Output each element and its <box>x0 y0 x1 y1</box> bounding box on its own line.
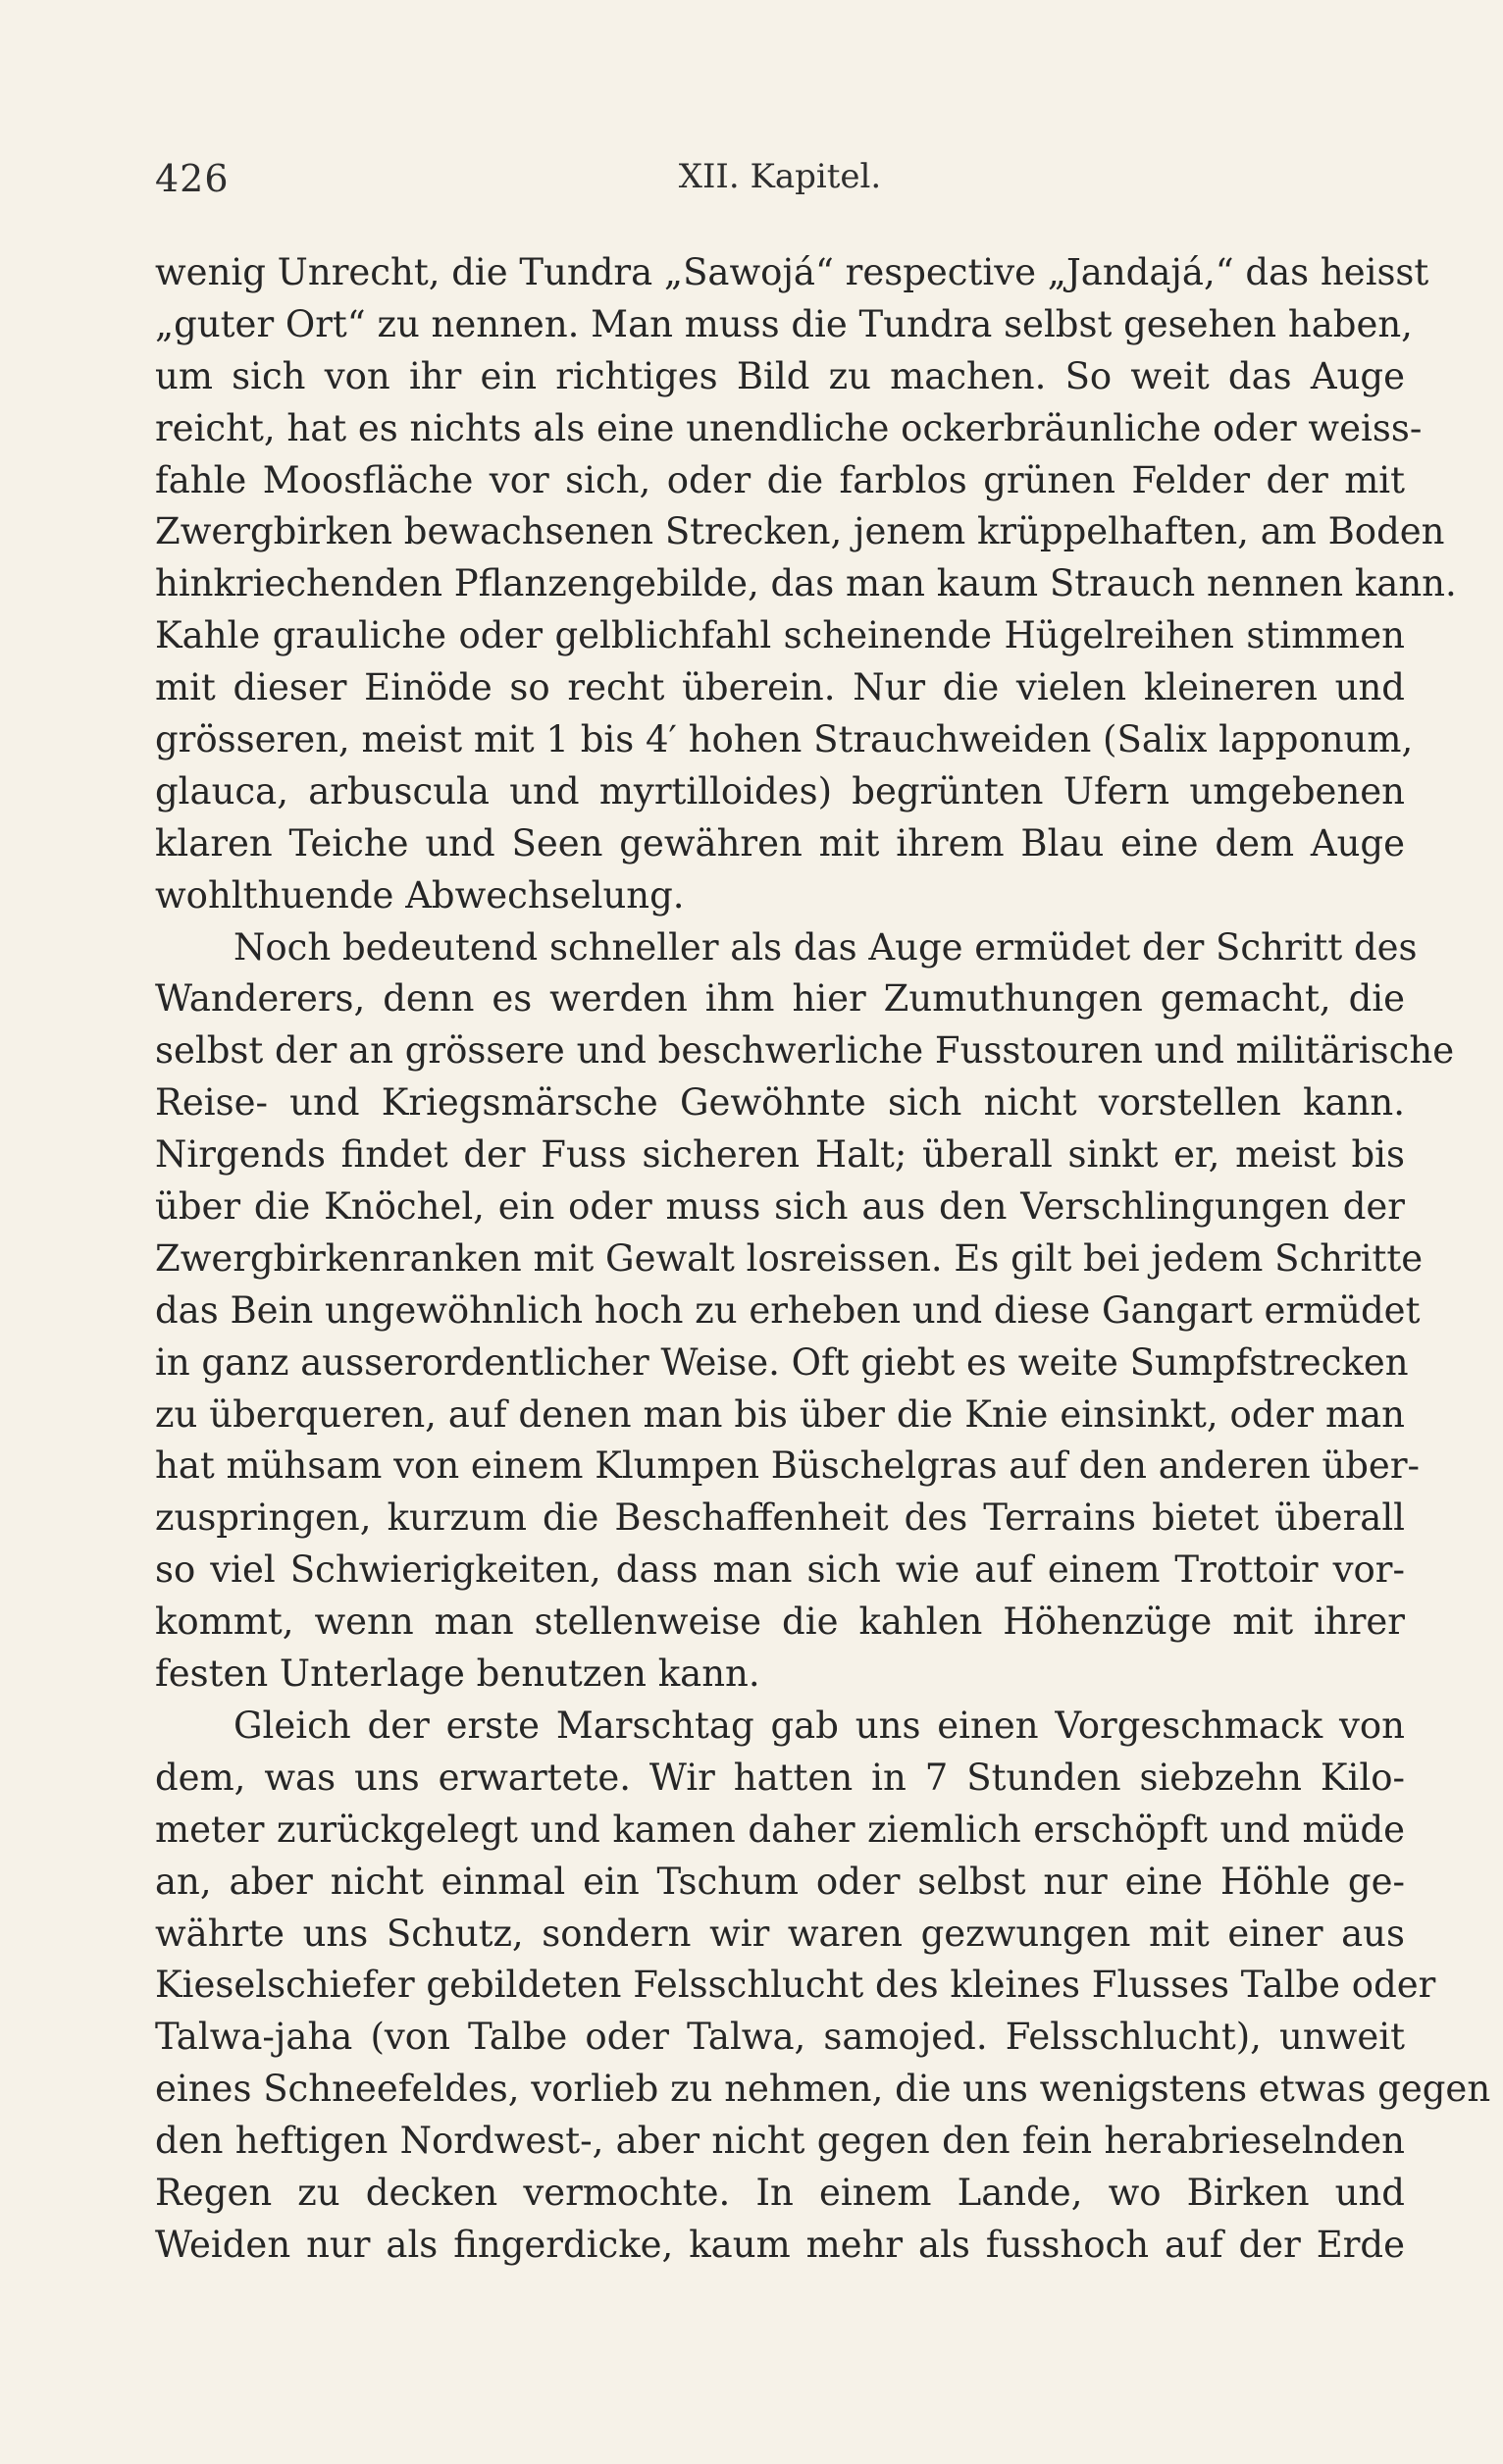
body-text <box>155 247 1491 2272</box>
text-line: Kahle grauliche oder gelblichfahl scheinende Hügelreihen stimmen <box>155 614 1405 657</box>
text-line: in ganz ausserordentlicher Weise. Oft giebt es weite Sumpfstrecken <box>155 1340 1409 1384</box>
text-line: festen Unterlage benutzen kann. <box>155 1652 760 1696</box>
text-line: zuspringen, kurzum die Beschaffenheit des Terrains bietet überall <box>155 1496 1405 1540</box>
text-line: um sich von ihr ein richtiges Bild zu machen. So weit das Auge <box>155 354 1405 397</box>
text-line: glauca, arbuscula und myrtilloides) begrünten Ufern umgebenen <box>155 769 1405 813</box>
text-line: wenig Unrecht, die Tundra „Sawojá“ respective „Jandajá,“ das heisst <box>155 251 1429 293</box>
text-line: über die Knöchel, ein oder muss sich aus den Verschlingungen der <box>155 1185 1405 1229</box>
text-line: Zwergbirken bewachsenen Strecken, jenem krüppelhaften, am Boden <box>155 510 1445 553</box>
text-line: reicht, hat es nichts als eine unendliche ockerbräunliche oder weiss- <box>155 406 1423 449</box>
text-line: Talwa-jaha (von Talbe oder Talwa, samojed. Felsschlucht), unweit <box>155 2016 1405 2059</box>
text-line: Noch bedeutend schneller als das Auge ermüdet der Schritt des <box>233 925 1418 969</box>
text-line: Regen zu decken vermochte. In einem Lande, wo Birken und <box>155 2171 1405 2214</box>
text-line: so viel Schwierigkeiten, dass man sich wie auf einem Trottoir vor- <box>155 1548 1405 1592</box>
text-line: Zwergbirkenranken mit Gewalt losreissen. Es gilt bei jedem Schritte <box>155 1236 1424 1280</box>
text-line: Wanderers, denn es werden ihm hier Zumuthungen gemacht, die <box>155 977 1405 1021</box>
text-line: fahle Moosfläche vor sich, oder die farblos grünen Felder der mit <box>155 458 1405 501</box>
page-number: 426 <box>155 157 230 200</box>
text-line: grösseren, meist mit 1 bis 4′ hohen Strauchweiden (Salix lapponum, <box>155 718 1414 761</box>
running-head: XII. Kapitel. <box>678 157 882 196</box>
text-line: Nirgends findet der Fuss sicheren Halt; überall sinkt er, meist bis <box>155 1133 1405 1177</box>
text-line: dem, was uns erwartete. Wir hatten in 7 Stunden siebzehn Kilo- <box>155 1756 1405 1799</box>
text-line: den heftigen Nordwest-, aber nicht gegen den fein herabrieselnden <box>155 2120 1405 2163</box>
text-line: wohlthuende Abwechselung. <box>155 873 685 917</box>
text-line: Gleich der erste Marschtag gab uns einen Vorgeschmack von <box>233 1704 1405 1747</box>
text-line: „guter Ort“ zu nennen. Man muss die Tundra selbst gesehen haben, <box>155 302 1413 345</box>
text-line: zu überqueren, auf denen man bis über die Knie einsinkt, oder man <box>155 1392 1405 1436</box>
text-line: Weiden nur als fingerdicke, kaum mehr als fusshoch auf der Erde <box>155 2223 1405 2266</box>
page-header <box>155 157 1405 216</box>
text-line: an, aber nicht einmal ein Tschum oder selbst nur eine Höhle ge- <box>155 1860 1405 1903</box>
text-line: Reise- und Kriegsmärsche Gewöhnte sich nicht vorstellen kann. <box>155 1081 1405 1125</box>
text-line: mit dieser Einöde so recht überein. Nur die vielen kleineren und <box>155 666 1405 709</box>
text-line: Kieselschiefer gebildeten Felsschlucht des kleines Flusses Talbe oder <box>155 1964 1436 2007</box>
text-line: kommt, wenn man stellenweise die kahlen Höhenzüge mit ihrer <box>155 1600 1405 1644</box>
text-line: währte uns Schutz, sondern wir waren gezwungen mit einer aus <box>155 1912 1405 1955</box>
text-line: selbst der an grössere und beschwerliche Fusstouren und militärische <box>155 1029 1455 1073</box>
text-line: hinkriechenden Pflanzengebilde, das man kaum Strauch nennen kann. <box>155 562 1457 605</box>
text-line: meter zurückgelegt und kamen daher ziemlich erschöpft und müde <box>155 1808 1405 1851</box>
text-line: eines Schneefeldes, vorlieb zu nehmen, die uns wenigstens etwas gegen <box>155 2068 1491 2111</box>
text-line: hat mühsam von einem Klumpen Büschelgras auf den anderen über- <box>155 1444 1421 1488</box>
text-line: klaren Teiche und Seen gewähren mit ihrem Blau eine dem Auge <box>155 821 1405 865</box>
text-line: das Bein ungewöhnlich hoch zu erheben und diese Gangart ermüdet <box>155 1288 1421 1332</box>
